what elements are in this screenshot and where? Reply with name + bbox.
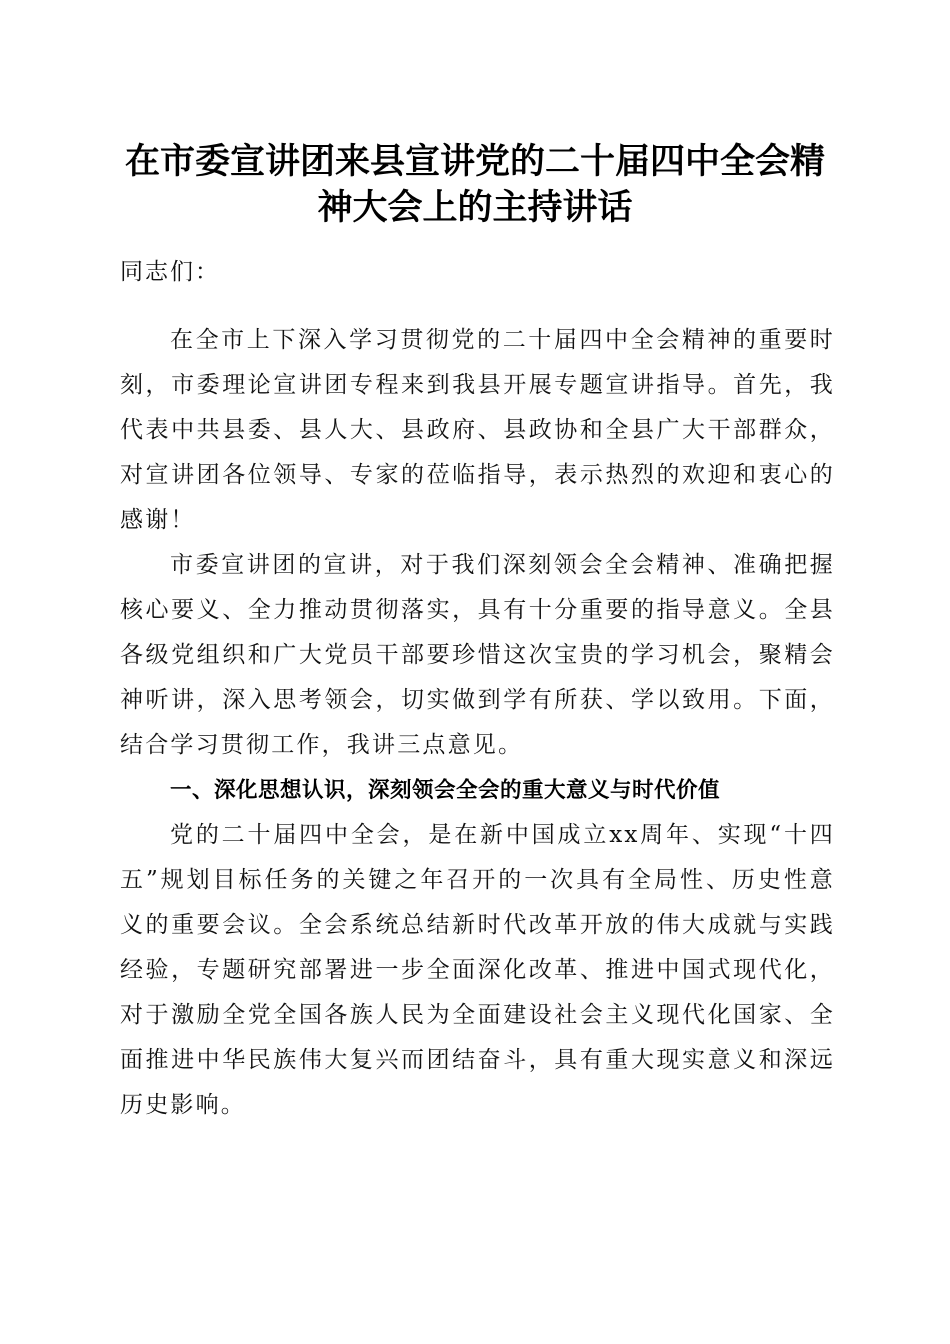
paragraph-welcome: 在全市上下深入学习贯彻党的二十届四中全会精神的重要时刻，市委理论宣讲团专程来到我县开展专题宣讲指导。首先，我代表中共县委、县人大、县政府、县政协和全县广大干部群众，对宣讲团各位领导、专家的莅临指导，表示热烈的欢迎和衷心的感谢！ bbox=[120, 327, 835, 533]
salutation: 同志们： bbox=[120, 259, 220, 285]
document-title-line-2: 神大会上的主持讲话 bbox=[317, 187, 633, 228]
paragraph-significance: 市委宣讲团的宣讲，对于我们深刻领会全会精神、准确把握核心要义、全力推动贯彻落实，具有十分重要的指导意义。全县各级党组织和广大党员干部要珍惜这次宝贵的学习机会，聚精会神听讲，深入思考领会，切实做到学有所获、学以致用。下面，结合学习贯彻工作，我讲三点意见。 bbox=[120, 552, 835, 758]
paragraph-plenum-overview: 党的二十届四中全会，是在新中国成立xx周年、实现“十四五”规划目标任务的关键之年召开的一次具有全局性、历史性意义的重要会议。全会系统总结新时代改革开放的伟大成就与实践经验，专题研究部署进一步全面深化改革、推进中国式现代化，对于激励全党全国各族人民为全面建设社会主义现代化国家、全面推进中华民族伟大复兴而团结奋斗，具有重大现实意义和深远历史影响。 bbox=[120, 822, 835, 1118]
document-title-line-1: 在市委宣讲团来县宣讲党的二十届四中全会精 bbox=[124, 141, 825, 182]
section-heading-1: 一、深化思想认识，深刻领会全会的重大意义与时代价值 bbox=[170, 778, 721, 803]
